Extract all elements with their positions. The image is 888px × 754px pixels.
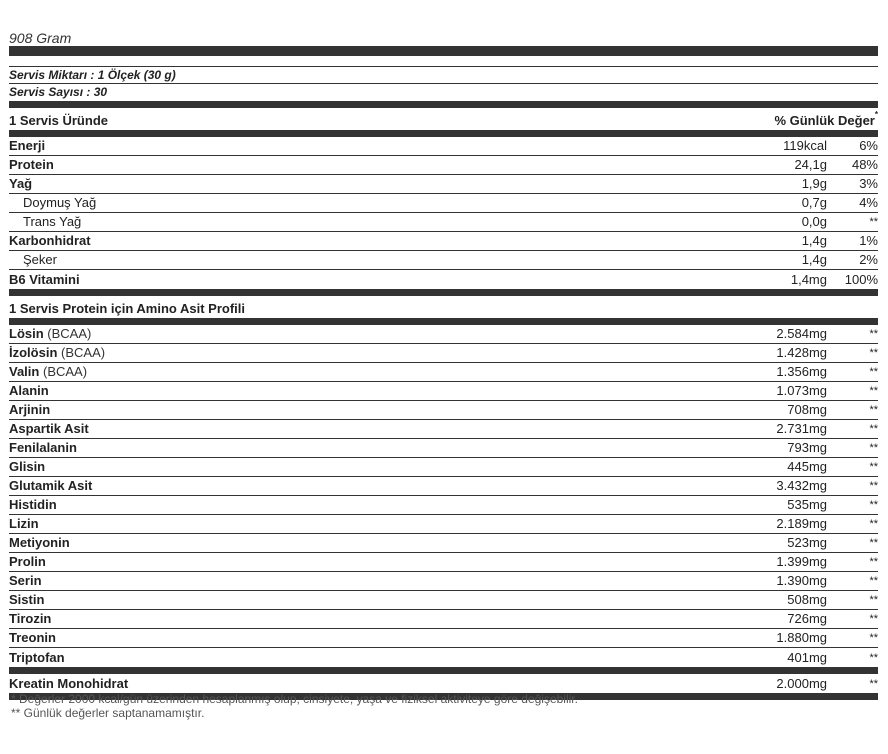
amino-name: Sistin [9, 592, 45, 607]
amino-row [9, 534, 878, 553]
nutrient-amount: 119kcal [783, 138, 827, 153]
amino-amount: 1.399mg [776, 554, 827, 569]
nutrient-daily-value: 48% [851, 157, 878, 172]
amino-table [9, 325, 878, 667]
divider-mid [9, 101, 878, 108]
nutrient-amount: 24,1g [794, 157, 827, 172]
amino-row [9, 344, 878, 363]
amino-amount: 523mg [787, 535, 827, 550]
amino-name: Glutamik Asit [9, 478, 93, 493]
divider-mid [9, 667, 878, 674]
amino-daily-value: ** [869, 499, 878, 511]
amino-row [9, 610, 878, 629]
nutrient-name: Şeker [23, 252, 57, 267]
daily-value-header: % Günlük Değer* [774, 110, 878, 128]
amino-row [9, 401, 878, 420]
amino-row [9, 477, 878, 496]
serving-size-label: Servis Miktarı : [9, 68, 95, 82]
serving-count-label: Servis Sayısı : [9, 85, 91, 99]
amino-name: Histidin [9, 497, 57, 512]
amino-name: Aspartik Asit [9, 421, 89, 436]
amino-row [9, 439, 878, 458]
nutrient-daily-value: 3% [859, 176, 878, 191]
nutrition-header [9, 108, 878, 130]
amino-daily-value: ** [869, 328, 878, 340]
amino-header: 1 Servis Protein için Amino Asit Profili [9, 301, 245, 316]
amino-amount: 1.356mg [776, 364, 827, 379]
divider-mid [9, 318, 878, 325]
amino-amount: 726mg [787, 611, 827, 626]
amino-name: Glisin [9, 459, 46, 474]
nutrition-row [9, 232, 878, 251]
amino-name: Lösin (BCAA) [9, 326, 92, 341]
amino-amount: 2.189mg [776, 516, 827, 531]
nutrient-amount: 0,7g [801, 195, 827, 210]
nutrition-row [9, 270, 878, 289]
amino-amount: 1.073mg [776, 383, 827, 398]
amino-amount: 535mg [787, 497, 827, 512]
nutrient-daily-value: 100% [844, 271, 878, 287]
amino-daily-value: ** [869, 594, 878, 606]
amino-daily-value: ** [869, 651, 878, 664]
creatine-pct: ** [869, 677, 878, 690]
nutrient-amount: 1,4mg [790, 271, 827, 287]
divider-mid [9, 130, 878, 137]
creatine-amount: 2.000mg [776, 675, 827, 691]
amino-daily-value: ** [869, 404, 878, 416]
nutrition-row [9, 251, 878, 270]
amino-amount: 2.584mg [776, 326, 827, 341]
net-weight: 908 Gram [9, 30, 72, 46]
amino-name: Metiyonin [9, 535, 70, 550]
amino-row [9, 363, 878, 382]
footnote-1: * Değerler 2000 kcal/gün üzerinden hesaplanmış olup, cinsiyete, yaşa ve fiziksel aktiviteye göre değişebilir. [11, 692, 578, 706]
amino-name: Arjinin [9, 402, 51, 417]
amino-name: Triptofan [9, 649, 65, 665]
amino-amount: 793mg [787, 440, 827, 455]
footnote-2: ** Günlük değerler saptanamamıştır. [11, 706, 205, 720]
amino-daily-value: ** [869, 442, 878, 454]
amino-daily-value: ** [869, 461, 878, 473]
amino-name: Fenilalanin [9, 440, 77, 455]
amino-name: Alanin [9, 383, 49, 398]
amino-daily-value: ** [869, 480, 878, 492]
nutrition-row [9, 175, 878, 194]
nutrient-daily-value: ** [869, 216, 878, 228]
amino-daily-value: ** [869, 613, 878, 625]
amino-row [9, 382, 878, 401]
amino-amount: 1.390mg [776, 573, 827, 588]
nutrition-label [9, 0, 878, 700]
amino-amount: 508mg [787, 592, 827, 607]
amino-daily-value: ** [869, 423, 878, 435]
amino-name: Treonin [9, 630, 56, 645]
amino-row [9, 591, 878, 610]
nutrient-name: Karbonhidrat [9, 233, 91, 248]
nutrient-amount: 0,0g [801, 214, 827, 229]
amino-amount: 3.432mg [776, 478, 827, 493]
amino-daily-value: ** [869, 556, 878, 568]
amino-amount: 1.428mg [776, 345, 827, 360]
amino-daily-value: ** [869, 385, 878, 397]
serving-size-value: 1 Ölçek (30 g) [97, 68, 176, 82]
nutrient-name: Trans Yağ [23, 214, 82, 229]
amino-name: Valin (BCAA) [9, 364, 88, 379]
amino-daily-value: ** [869, 632, 878, 644]
nutrition-row [9, 213, 878, 232]
creatine-row [9, 674, 878, 693]
nutrient-name: Protein [9, 157, 54, 172]
nutrition-table [9, 137, 878, 289]
nutrient-name: Yağ [9, 176, 33, 191]
nutrient-name: Doymuş Yağ [23, 195, 97, 210]
amino-amount: 1.880mg [776, 630, 827, 645]
serving-count-value: 30 [93, 85, 108, 99]
amino-row [9, 648, 878, 667]
amino-name: Serin [9, 573, 42, 588]
creatine-name: Kreatin Monohidrat [9, 675, 129, 691]
nutrition-header-title: 1 Servis Üründe [9, 113, 108, 128]
amino-row [9, 553, 878, 572]
serving-info [9, 67, 878, 101]
nutrient-amount: 1,4g [801, 252, 827, 267]
nutrient-amount: 1,9g [801, 176, 827, 191]
amino-amount: 708mg [787, 402, 827, 417]
amino-name: Lizin [9, 516, 39, 531]
amino-row [9, 572, 878, 591]
nutrient-name: Enerji [9, 138, 46, 153]
amino-row [9, 325, 878, 344]
amino-row [9, 496, 878, 515]
amino-daily-value: ** [869, 537, 878, 549]
nutrient-daily-value: 6% [859, 138, 878, 153]
amino-name: Prolin [9, 554, 46, 569]
footnotes [11, 692, 578, 720]
amino-row [9, 629, 878, 648]
serving-count-row [9, 84, 878, 101]
amino-daily-value: ** [869, 518, 878, 530]
nutrient-daily-value: 2% [859, 252, 878, 267]
amino-row [9, 515, 878, 534]
serving-size-row [9, 67, 878, 84]
amino-name: İzolösin (BCAA) [9, 345, 106, 360]
amino-row [9, 458, 878, 477]
nutrition-row [9, 137, 878, 156]
divider-mid [9, 289, 878, 296]
nutrient-amount: 1,4g [801, 233, 827, 248]
nutrition-row [9, 156, 878, 175]
nutrient-name: B6 Vitamini [9, 271, 80, 287]
nutrition-row [9, 194, 878, 213]
amino-daily-value: ** [869, 575, 878, 587]
amino-amount: 445mg [787, 459, 827, 474]
amino-row [9, 420, 878, 439]
amino-amount: 401mg [787, 649, 827, 665]
nutrient-daily-value: 4% [859, 195, 878, 210]
amino-name: Tirozin [9, 611, 52, 626]
divider-thick [9, 46, 878, 56]
amino-daily-value: ** [869, 366, 878, 378]
amino-daily-value: ** [869, 347, 878, 359]
amino-amount: 2.731mg [776, 421, 827, 436]
nutrient-daily-value: 1% [859, 233, 878, 248]
